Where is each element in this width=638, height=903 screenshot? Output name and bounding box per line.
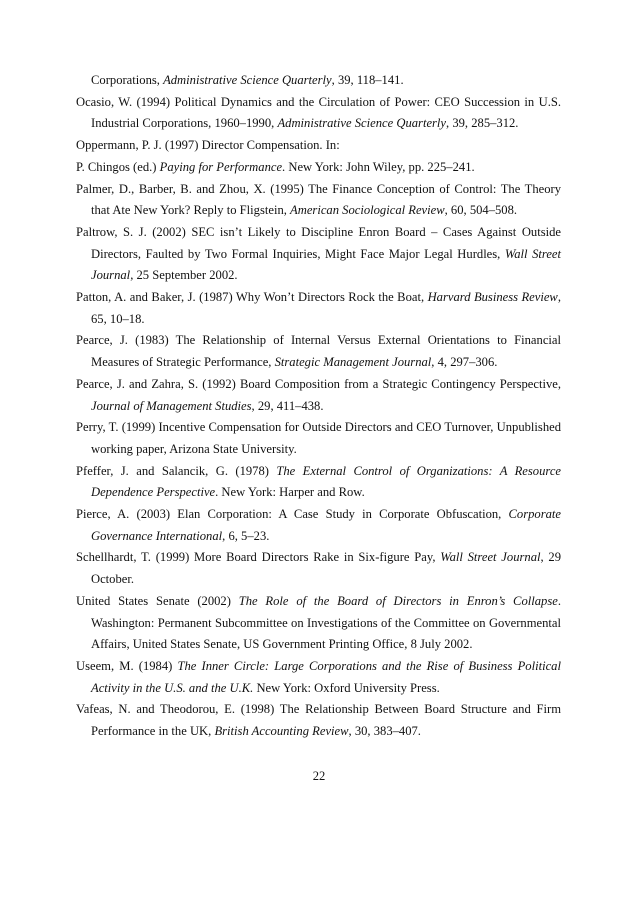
reference-entry: Pearce, J. (1983) The Relationship of Internal Versus External Orientations to Financial Measures of Strategic Performance, Strategic Management Journal, 4, 297–306. (76, 333, 561, 370)
reference-entry: Vafeas, N. and Theodorou, E. (1998) The Relationship Between Board Structure and Firm Performance in the UK, British Accounting Review, 30, 383–407. (76, 702, 561, 739)
reference-entry: Corporations, Administrative Science Quarterly, 39, 118–141. (91, 73, 404, 87)
reference-entry: Palmer, D., Barber, B. and Zhou, X. (1995) The Finance Conception of Control: The Theory that Ate New York? Reply to Fligstein, American Sociological Review, 60, 504–508. (76, 181, 561, 218)
reference-entry: Perry, T. (1999) Incentive Compensation for Outside Directors and CEO Turnover, Unpublished working paper, Arizona State University. (76, 420, 561, 456)
reference-entry: Ocasio, W. (1994) Political Dynamics and the Circulation of Power: CEO Succession in U.S. Industrial Corporations, 1960–1990, Administrative Science Quarterly, 39, 285–312. (76, 94, 561, 131)
reference-entry: Pfeffer, J. and Salancik, G. (1978) The External Control of Organizations: A Resource Dependence Perspective. New York: Harper and Row. (76, 463, 561, 500)
reference-entry: Pierce, A. (2003) Elan Corporation: A Case Study in Corporate Obfuscation, Corporate Governance International, 6, 5–23. (76, 507, 561, 543)
reference-list (76, 70, 561, 743)
reference-entry: United States Senate (2002) The Role of the Board of Directors in Enron’s Collapse. Washington: Permanent Subcommittee on Investigations of the Committee on Governmental Affairs, United States Senate, US Government Printing Office, 8 July 2002. (76, 593, 561, 652)
reference-entry: Oppermann, P. J. (1997) Director Compensation. In: (76, 138, 340, 153)
reference-entry: Schellhardt, T. (1999) More Board Directors Rake in Six-figure Pay, Wall Street Journal, 29 October. (76, 550, 562, 587)
reference-entry: P. Chingos (ed.) Paying for Performance. New York: John Wiley, pp. 225–241. (76, 159, 475, 174)
reference-entry: Paltrow, S. J. (2002) SEC isn’t Likely to Discipline Enron Board – Cases Against Outside Directors, Faulted by Two Formal Inquiries, Might Face Major Legal Hurdles, Wall Street Journal, 25 September 2002. (76, 224, 562, 283)
reference-entry: Pearce, J. and Zahra, S. (1992) Board Composition from a Strategic Contingency Perspective, Journal of Management Studies, 29, 411–438. (76, 376, 561, 413)
reference-entry: Useem, M. (1984) The Inner Circle: Large Corporations and the Rise of Business Political Activity in the U.S. and the U.K. New York: Oxford University Press. (76, 658, 561, 695)
page-number: 22 (312, 769, 326, 783)
reference-entry: Patton, A. and Baker, J. (1987) Why Won’t Directors Rock the Boat, Harvard Business Review, 65, 10–18. (76, 290, 561, 326)
